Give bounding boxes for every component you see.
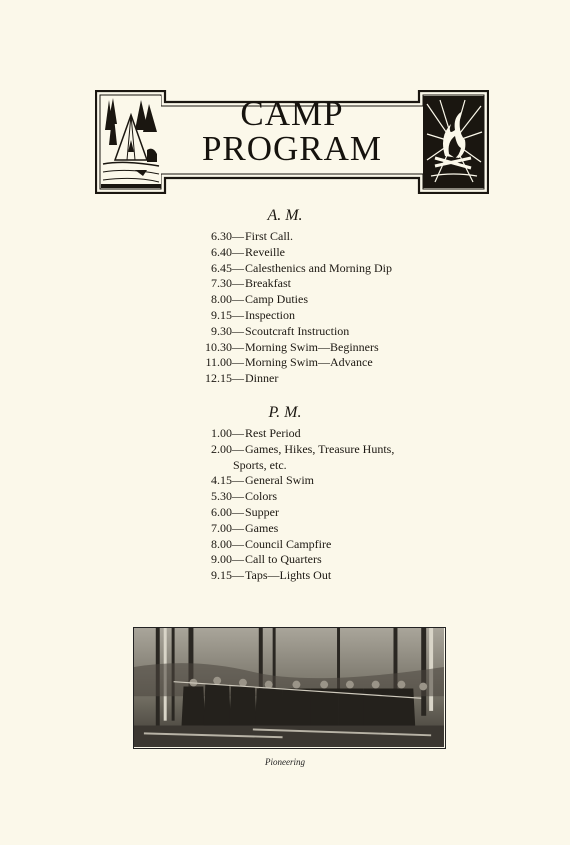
schedule-time: 9.30 [211, 323, 232, 338]
time-dash: — [232, 536, 244, 551]
time-dash: — [232, 355, 244, 370]
pm-heading: P. M. [268, 404, 302, 421]
title-line-program: PROGRAM [201, 129, 383, 168]
schedule-item [180, 324, 440, 340]
schedule-activity: First Call. [245, 229, 294, 243]
schedule-time: 6.30 [211, 229, 232, 243]
schedule-activity: General Swim [245, 473, 314, 488]
schedule-time: 7.00 [211, 520, 232, 535]
schedule-item [180, 340, 440, 356]
schedule-activity: Games [245, 520, 279, 535]
schedule-activity: Dinner [245, 371, 279, 386]
schedule-time: 8.00 [211, 292, 232, 307]
schedule-time: 4.15 [211, 473, 232, 488]
time-dash: — [232, 323, 244, 338]
schedule-time: 5.30 [211, 489, 232, 504]
time-dash: — [232, 307, 244, 322]
schedule-item [180, 308, 440, 324]
time-dash: — [232, 489, 244, 504]
schedule-time: 6.45 [211, 260, 232, 275]
tent-icon [101, 96, 161, 188]
schedule-activity: Inspection [245, 307, 295, 322]
schedule-activity: Morning Swim—Beginners [245, 339, 379, 354]
schedule-activity: Calesthenics and Morning Dip [245, 260, 392, 275]
campfire-icon [423, 96, 484, 188]
schedule-time: 6.00 [211, 504, 232, 519]
schedule-item [180, 261, 440, 277]
photo-caption: Pioneering [265, 757, 305, 767]
schedule-activity: Scoutcraft Instruction [245, 323, 350, 338]
schedule-activity: Camp Duties [245, 292, 308, 307]
time-dash: — [232, 339, 244, 354]
schedule-item [180, 489, 440, 505]
schedule-activity: Breakfast [245, 276, 291, 291]
schedule-item [180, 229, 440, 245]
time-dash: — [232, 292, 244, 307]
schedule-item [180, 371, 440, 387]
schedule-item [180, 276, 440, 292]
time-dash: — [232, 441, 244, 456]
schedule-time: 6.40 [211, 244, 232, 259]
schedule-item [180, 458, 440, 474]
schedule-activity: Reveille [245, 244, 285, 259]
schedule-item [180, 355, 440, 371]
pm-schedule [180, 426, 440, 584]
schedule-time: 7.30 [211, 276, 232, 291]
schedule-activity: Call to Quarters [245, 552, 322, 567]
page-title [170, 96, 414, 166]
schedule-activity: Rest Period [245, 426, 301, 440]
schedule-time: 12.15 [205, 371, 232, 386]
time-dash: — [232, 568, 244, 583]
time-dash: — [232, 426, 244, 440]
schedule-activity: Colors [245, 489, 278, 504]
time-dash: — [232, 229, 244, 243]
schedule-time: 10.30 [205, 339, 232, 354]
schedule-time: 9.00 [211, 552, 232, 567]
time-dash: — [232, 260, 244, 275]
pioneering-photo-illustration [134, 628, 444, 747]
scouts-photo [133, 627, 446, 749]
title-line-camp: CAMP [240, 94, 344, 133]
schedule-time: 9.15 [211, 568, 232, 583]
schedule-activity: Supper [245, 504, 279, 519]
time-dash: — [232, 276, 244, 291]
schedule-item [180, 292, 440, 308]
schedule-time: 8.00 [211, 536, 232, 551]
schedule-time: 9.15 [211, 307, 232, 322]
schedule-item [180, 537, 440, 553]
schedule-time: 11.00 [205, 355, 232, 370]
schedule-activity: Council Campfire [245, 536, 332, 551]
schedule-activity: Games, Hikes, Treasure Hunts, [245, 441, 395, 456]
schedule-item [180, 426, 440, 442]
schedule-item [180, 552, 440, 568]
schedule-time: 1.00 [211, 426, 232, 440]
schedule-item [180, 568, 440, 584]
schedule-activity: Sports, etc. [233, 457, 287, 472]
schedule-item [180, 521, 440, 537]
am-heading: A. M. [267, 207, 303, 224]
time-dash: — [232, 473, 244, 488]
time-dash: — [232, 371, 244, 386]
schedule-time: 2.00 [211, 441, 232, 456]
am-schedule [180, 229, 440, 387]
title-banner [95, 90, 489, 194]
time-dash: — [232, 504, 244, 519]
schedule-activity: Taps—Lights Out [245, 568, 332, 583]
time-dash: — [232, 552, 244, 567]
schedule-item [180, 245, 440, 261]
schedule-item [180, 473, 440, 489]
schedule-item [180, 505, 440, 521]
schedule-activity: Morning Swim—Advance [245, 355, 373, 370]
time-dash: — [232, 520, 244, 535]
schedule-item [180, 442, 440, 458]
time-dash: — [232, 244, 244, 259]
